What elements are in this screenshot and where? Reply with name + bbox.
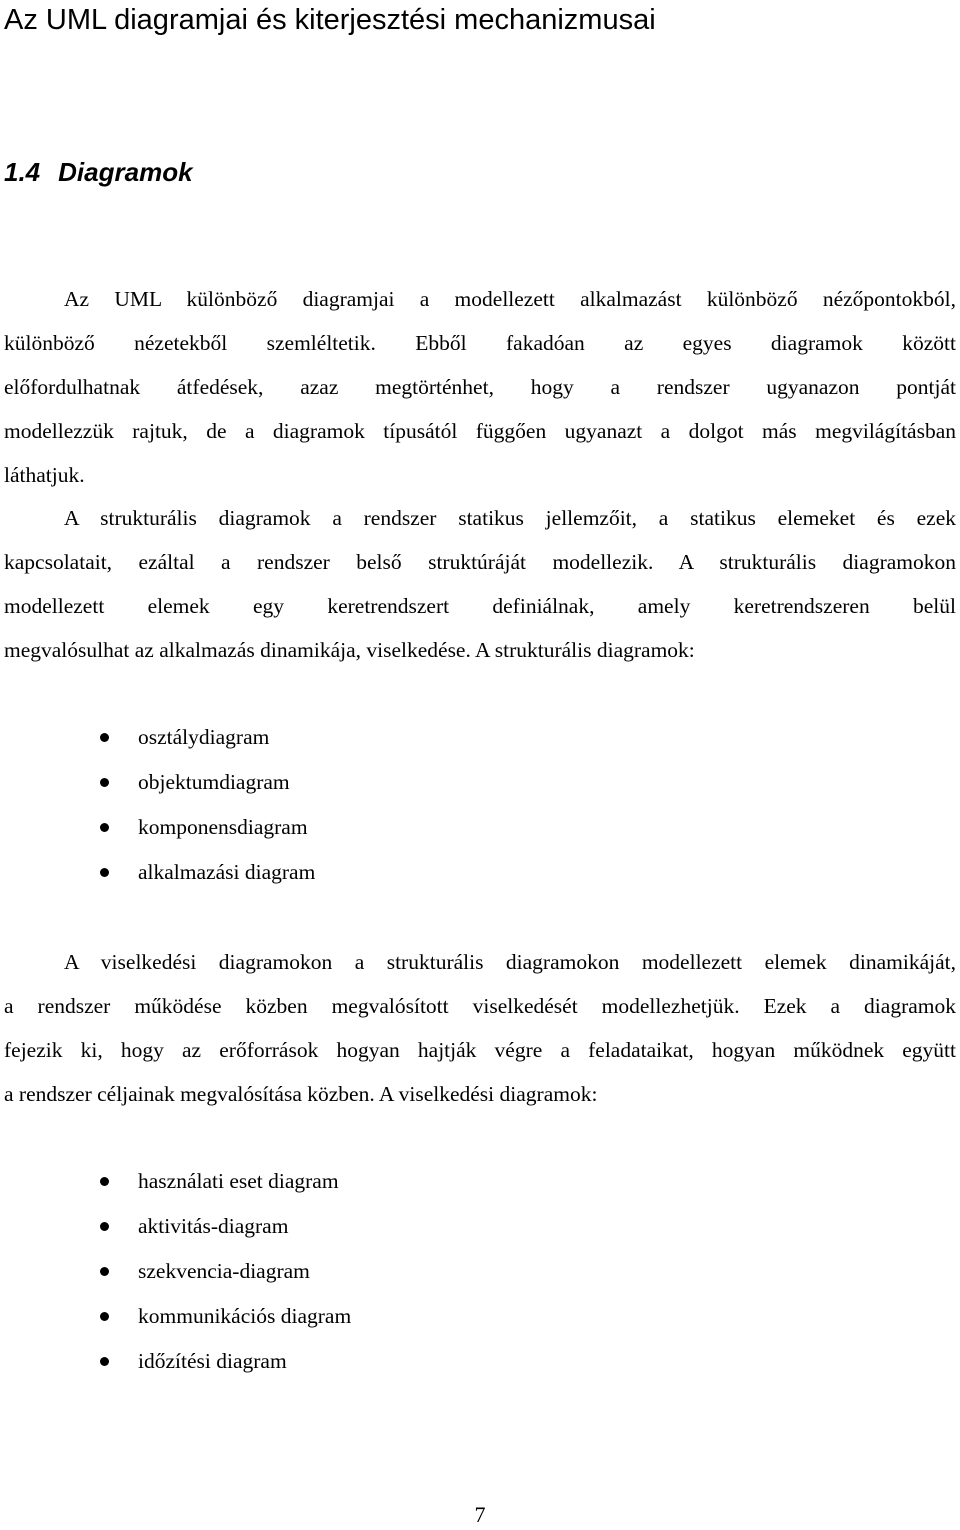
list-item xyxy=(0,760,600,805)
list-item-label: komponensdiagram xyxy=(138,815,308,839)
list-item-label: osztálydiagram xyxy=(138,725,270,749)
paragraph-line: láthatjuk. xyxy=(4,463,85,487)
intro-paragraph xyxy=(4,277,956,497)
list-item-label: alkalmazási diagram xyxy=(138,860,316,884)
structural-diagram-list xyxy=(0,715,600,895)
list-item xyxy=(0,805,600,850)
paragraph-line: Az UML különböző diagramjai a modellezett alkalmazást különböző nézőpontokból, xyxy=(64,287,956,311)
behavioral-diagram-list xyxy=(0,1159,600,1384)
behavioral-paragraph xyxy=(4,940,956,1116)
list-item-label: szekvencia-diagram xyxy=(138,1259,310,1283)
paragraph-line: fejezik ki, hogy az erőforrások hogyan hajtják végre a feladataikat, hogyan működnek együtt xyxy=(4,1038,956,1062)
paragraph-line: A strukturális diagramok a rendszer statikus jellemzőit, a statikus elemeket és ezek xyxy=(64,506,956,530)
page-number: 7 xyxy=(474,1502,486,1527)
running-header: Az UML diagramjai és kiterjesztési mechanizmusai xyxy=(4,4,656,36)
list-item xyxy=(0,1204,600,1249)
list-item-label: aktivitás-diagram xyxy=(138,1214,289,1238)
bullet-icon xyxy=(100,868,109,877)
list-item xyxy=(0,715,600,760)
structural-paragraph xyxy=(4,496,956,672)
list-item xyxy=(0,1159,600,1204)
paragraph-line: különböző nézetekből szemléltetik. Ebből fakadóan az egyes diagramok között xyxy=(4,331,956,355)
list-item-label: időzítési diagram xyxy=(138,1349,287,1373)
bullet-icon xyxy=(100,733,109,742)
section-heading xyxy=(4,152,193,192)
bullet-icon xyxy=(100,1222,109,1231)
list-item xyxy=(0,850,600,895)
list-item-label: használati eset diagram xyxy=(138,1169,339,1193)
paragraph-line: A viselkedési diagramokon a strukturális diagramokon modellezett elemek dinamikáját, xyxy=(64,950,956,974)
paragraph-line: a rendszer céljainak megvalósítása közben. A viselkedési diagramok: xyxy=(4,1082,598,1106)
section-number: 1.4 xyxy=(4,157,41,187)
paragraph-line: a rendszer működése közben megvalósított viselkedését modellezhetjük. Ezek a diagramok xyxy=(4,994,956,1018)
list-item xyxy=(0,1294,600,1339)
list-item xyxy=(0,1339,600,1384)
list-item-label: kommunikációs diagram xyxy=(138,1304,352,1328)
bullet-icon xyxy=(100,1357,109,1366)
bullet-icon xyxy=(100,778,109,787)
paragraph-line: modellezzük rajtuk, de a diagramok típusától függően ugyanazt a dolgot más megvilágításban xyxy=(4,419,956,443)
bullet-icon xyxy=(100,1267,109,1276)
paragraph-line: modellezett elemek egy keretrendszert definiálnak, amely keretrendszeren belül xyxy=(4,594,956,618)
bullet-icon xyxy=(100,1312,109,1321)
list-item xyxy=(0,1249,600,1294)
paragraph-line: előfordulhatnak átfedések, azaz megtörténhet, hogy a rendszer ugyanazon pontját xyxy=(4,375,956,399)
paragraph-line: kapcsolatait, ezáltal a rendszer belső struktúráját modellezik. A strukturális diagramokon xyxy=(4,550,956,574)
list-item-label: objektumdiagram xyxy=(138,770,290,794)
section-title: Diagramok xyxy=(58,157,193,187)
bullet-icon xyxy=(100,823,109,832)
paragraph-line: megvalósulhat az alkalmazás dinamikája, viselkedése. A strukturális diagramok: xyxy=(4,638,695,662)
bullet-icon xyxy=(100,1177,109,1186)
